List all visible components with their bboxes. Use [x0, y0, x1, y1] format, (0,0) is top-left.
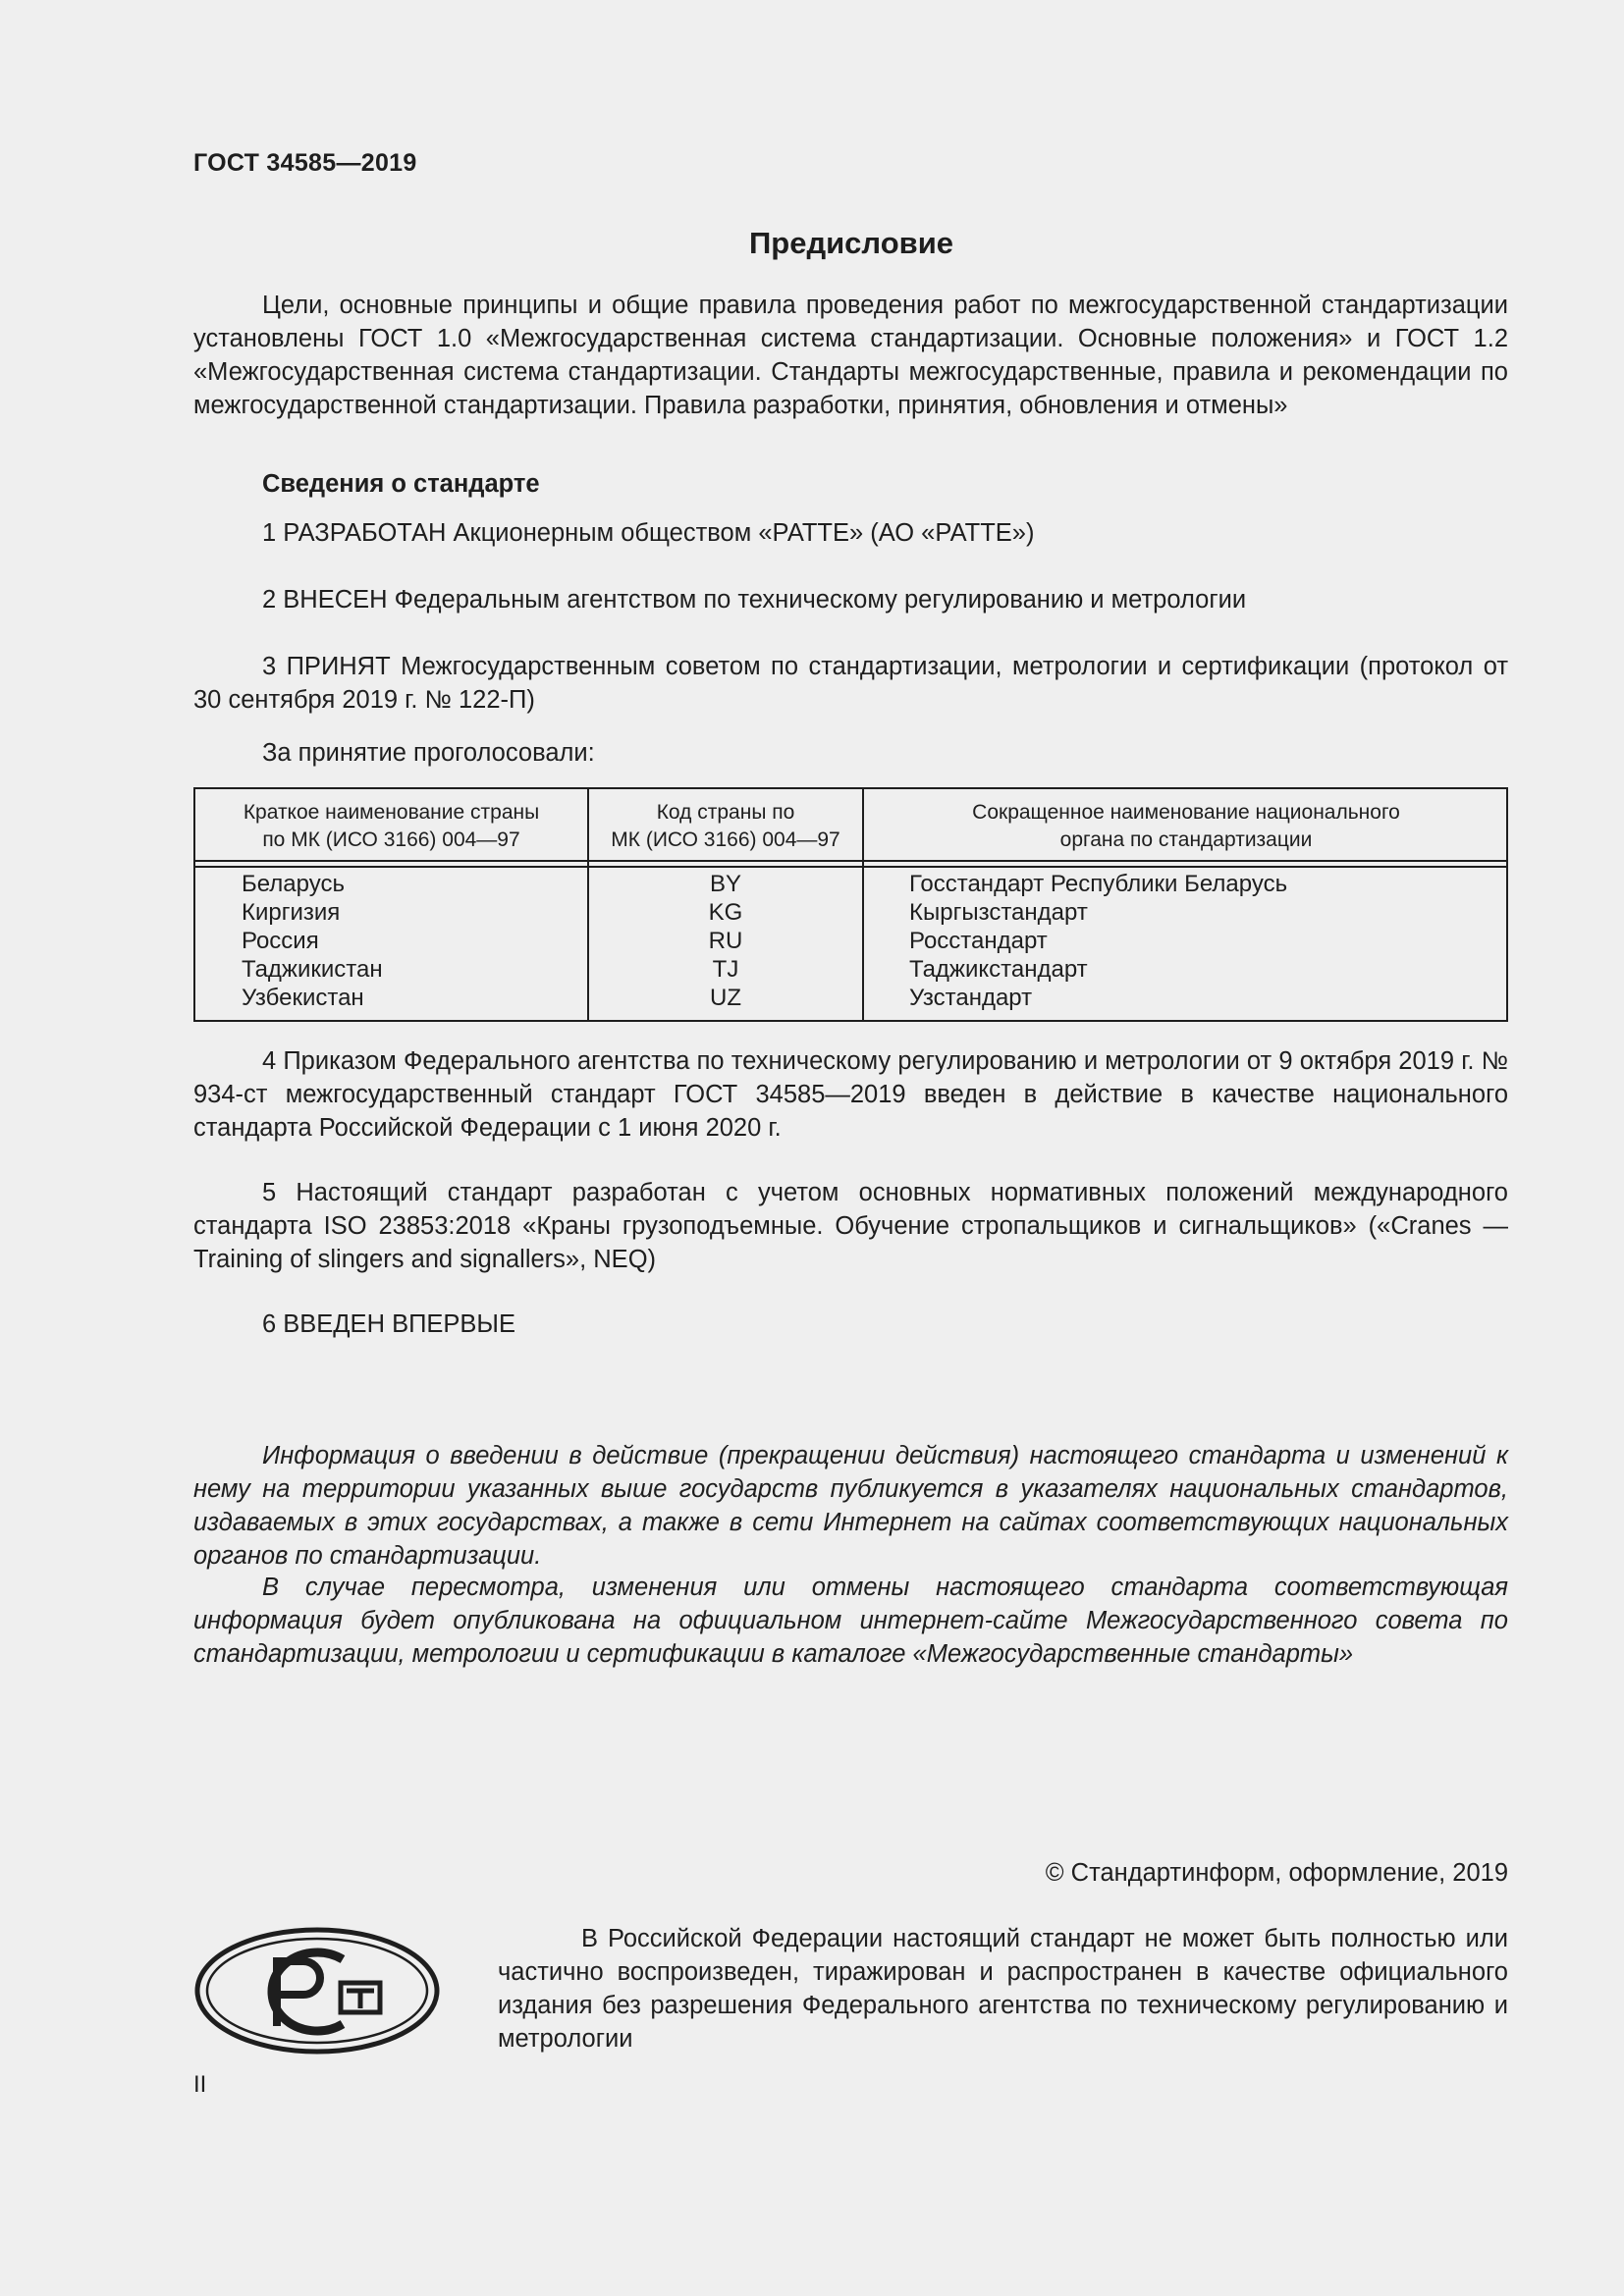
item-5: 5 Настоящий стандарт разработан с учетом основных нормативных положений международного стандарта ISO 23853:2018 «Краны грузоподъемные. Обучение стропальщиков и сигнальщиков» («Cranes — Training of slingers and signallers», NEQ) [193, 1179, 1508, 1273]
table-column-code [589, 870, 862, 1012]
copyright-line: © Стандартинформ, оформление, 2019 [1045, 1859, 1508, 1887]
table-cell: Таджикистан [242, 956, 383, 983]
item-6: 6 ВВЕДЕН ВПЕРВЫЕ [262, 1310, 516, 1338]
page-number: II [193, 2071, 207, 2098]
reproduction-notice: В Российской Федерации настоящий стандарт не может быть полностью или частично воспроизведен, тиражирован и распространен в качестве официального издания без разрешения Федерального агентства по техническому регулированию и метрологии [498, 1925, 1508, 2053]
table-cell: Кыргызстандарт [909, 899, 1088, 926]
intro-paragraph: Цели, основные принципы и общие правила проведения работ по межгосударственной стандартизации установлены ГОСТ 1.0 «Межгосударственная система стандартизации. Основные положения» и ГОСТ 1.2 «Межгосударственная система стандартизации. Стандарты межгосударственные, правила и рекомендации по межгосударственной стандартизации. Правила разработки, принятия, обновления и отмены» [193, 292, 1508, 419]
table-cell: BY [709, 871, 741, 897]
rst-logo-icon [193, 1926, 441, 2056]
table-cell: RU [708, 928, 743, 954]
table-cell: Беларусь [242, 871, 345, 897]
table-cell: Узстандарт [909, 985, 1033, 1011]
table-cell: TJ [712, 956, 739, 983]
table-cell: Госстандарт Республики Беларусь [909, 871, 1288, 897]
table-cell: Росстандарт [909, 928, 1048, 954]
table-header-country: Краткое наименование страны по МК (ИСО 3166) 004—97 [243, 801, 540, 851]
table-cell: UZ [710, 985, 741, 1011]
table-cell: Киргизия [242, 899, 341, 926]
document-code-header: ГОСТ 34585—2019 [193, 149, 417, 177]
voting-table [193, 787, 1508, 1022]
table-cell: Узбекистан [242, 985, 364, 1011]
table-column-country [242, 870, 383, 1012]
item-2: 2 ВНЕСЕН Федеральным агентством по техническому регулированию и метрологии [262, 586, 1247, 614]
italic-info-paragraph-1: Информация о введении в действие (прекращении действия) настоящего стандарта и изменений к нему на территории указанных выше государств публикуется в указателях национальных стандартов, издаваемых в этих государствах, а также в сети Интернет на сайтах соответствующих национальных органов по стандартизации. [193, 1442, 1508, 1570]
table-column-body [909, 870, 1287, 1012]
item-3: 3 ПРИНЯТ Межгосударственным советом по стандартизации, метрологии и сертификации (протокол от 30 сентября 2019 г. № 122-П) [193, 653, 1508, 714]
table-cell: Таджикстандарт [909, 956, 1088, 983]
table-header-rule [195, 866, 1506, 868]
table-cell: Россия [242, 928, 319, 954]
voted-label: За принятие проголосовали: [262, 739, 595, 767]
page-title: Предисловие [748, 226, 953, 260]
table-header-code: Код страны по МК (ИСО 3166) 004—97 [611, 801, 840, 851]
item-4: 4 Приказом Федерального агентства по техническому регулированию и метрологии от 9 октября 2019 г. № 934-ст межгосударственный стандарт ГОСТ 34585—2019 введен в действие в качестве национального стандарта Российской Федерации с 1 июня 2020 г. [193, 1047, 1508, 1142]
italic-info-paragraph-2: В случае пересмотра, изменения или отмены настоящего стандарта соответствующая информация будет опубликована на официальном интернет-сайте Межгосударственного совета по стандартизации, метрологии и сертификации в каталоге «Межгосударственные стандарты» [193, 1574, 1508, 1668]
table-cell: KG [708, 899, 743, 926]
info-heading: Сведения о стандарте [262, 470, 540, 498]
item-1: 1 РАЗРАБОТАН Акционерным обществом «РАТТЕ» (АО «РАТТЕ») [262, 519, 1035, 547]
table-header-body: Сокращенное наименование национального органа по стандартизации [972, 801, 1400, 851]
table-header-rule [195, 860, 1506, 862]
